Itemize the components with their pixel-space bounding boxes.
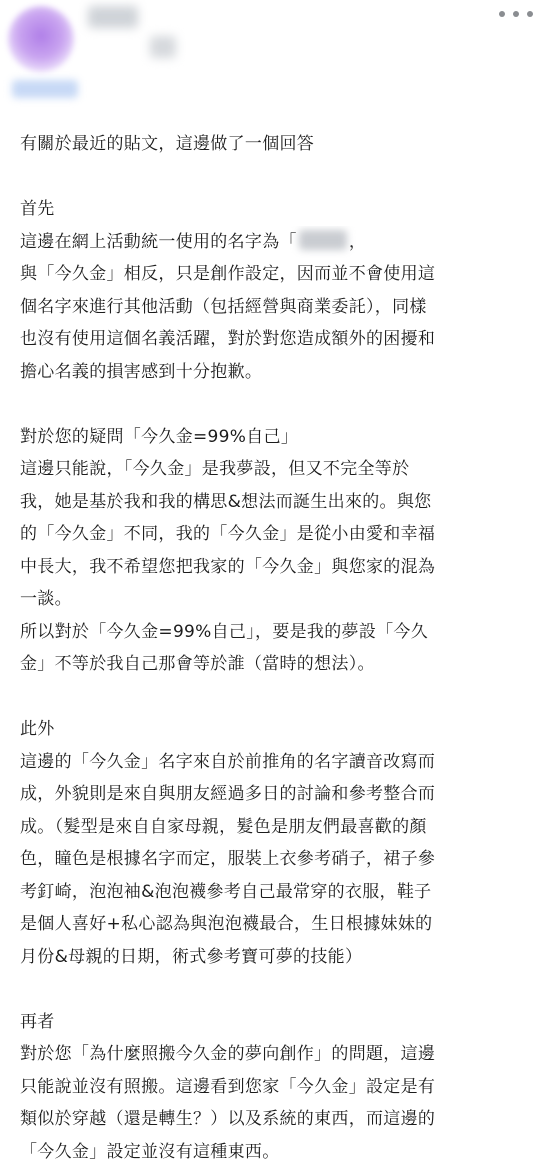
post-line: 一談。 [20, 583, 535, 616]
post-line-text-after: ， [349, 232, 366, 252]
post-line: 成，外貌則是來自與朋友經過多日的討論和參考整合而 [20, 778, 535, 811]
more-horizontal-icon-dot [527, 11, 533, 17]
post-line: 月份&母親的日期，術式參考寶可夢的技能） [20, 941, 535, 974]
section-heading: 首先 [20, 193, 535, 226]
paragraph-break [20, 161, 535, 194]
post-line-text: 這邊在網上活動統一使用的名字為「 [20, 232, 297, 252]
more-horizontal-icon [499, 11, 505, 17]
post-line: 所以對於「今久金=99%自己」，要是我的夢設「今久 [20, 616, 535, 649]
post-line: 類似於穿越（還是轉生？）以及系統的東西，而這邊的 [20, 1103, 535, 1136]
redacted-name [299, 230, 347, 250]
post-line [20, 226, 535, 259]
post-line: 考釘崎，泡泡袖&泡泡襪參考自己最常穿的衣服，鞋子 [20, 876, 535, 909]
post-line: 也沒有使用這個名義活躍，對於對您造成額外的困擾和 [20, 323, 535, 356]
paragraph-break [20, 388, 535, 421]
post-line: 這邊只能說，「今久金」是我夢設，但又不完全等於 [20, 453, 535, 486]
section-heading: 對於您的疑問「今久金=99%自己」 [20, 421, 535, 454]
post-line: 是個人喜好+私心認為與泡泡襪最合，生日根據妹妹的 [20, 908, 535, 941]
paragraph-break [20, 973, 535, 1006]
author-name-redacted-secondary [150, 36, 176, 58]
avatar[interactable] [8, 6, 74, 72]
post-body [20, 128, 535, 1168]
section-heading: 此外 [20, 713, 535, 746]
post-line: 個名字來進行其他活動（包括經營與商業委託），同樣 [20, 291, 535, 324]
post-header [0, 0, 547, 110]
post-line: 擔心名義的損害感到十分抱歉。 [20, 356, 535, 389]
section-heading: 再者 [20, 1006, 535, 1039]
post-line: 金」不等於我自己那會等於誰（當時的想法）。 [20, 648, 535, 681]
author-name-redacted[interactable] [88, 6, 138, 28]
more-options-button[interactable] [499, 6, 533, 22]
post-line: 我，她是基於我和我的構思&想法而誕生出來的。與您 [20, 486, 535, 519]
post-line: 中長大，我不希望您把我家的「今久金」與您家的混為 [20, 551, 535, 584]
post-line: 「今久金」設定並沒有這種東西。 [20, 1136, 535, 1168]
post-line: 這邊的「今久金」名字來自於前推角的名字讀音改寫而 [20, 746, 535, 779]
post-line: 的「今久金」不同，我的「今久金」是從小由愛和幸福 [20, 518, 535, 551]
more-horizontal-icon-dot [513, 11, 519, 17]
post-line: 色，瞳色是根據名字而定，服裝上衣參考硝子，裙子參 [20, 843, 535, 876]
post-line: 成。（髮型是來自自家母親，髮色是朋友們最喜歡的顏 [20, 811, 535, 844]
post-line: 有關於最近的貼文，這邊做了一個回答 [20, 128, 535, 161]
paragraph-break [20, 681, 535, 714]
post-line: 與「今久金」相反，只是創作設定，因而並不會使用這 [20, 258, 535, 291]
post-line: 只能說並沒有照搬。這邊看到您家「今久金」設定是有 [20, 1071, 535, 1104]
post-line: 對於您「為什麼照搬今久金的夢向創作」的問題，這邊 [20, 1038, 535, 1071]
post-meta-redacted[interactable] [12, 80, 78, 98]
